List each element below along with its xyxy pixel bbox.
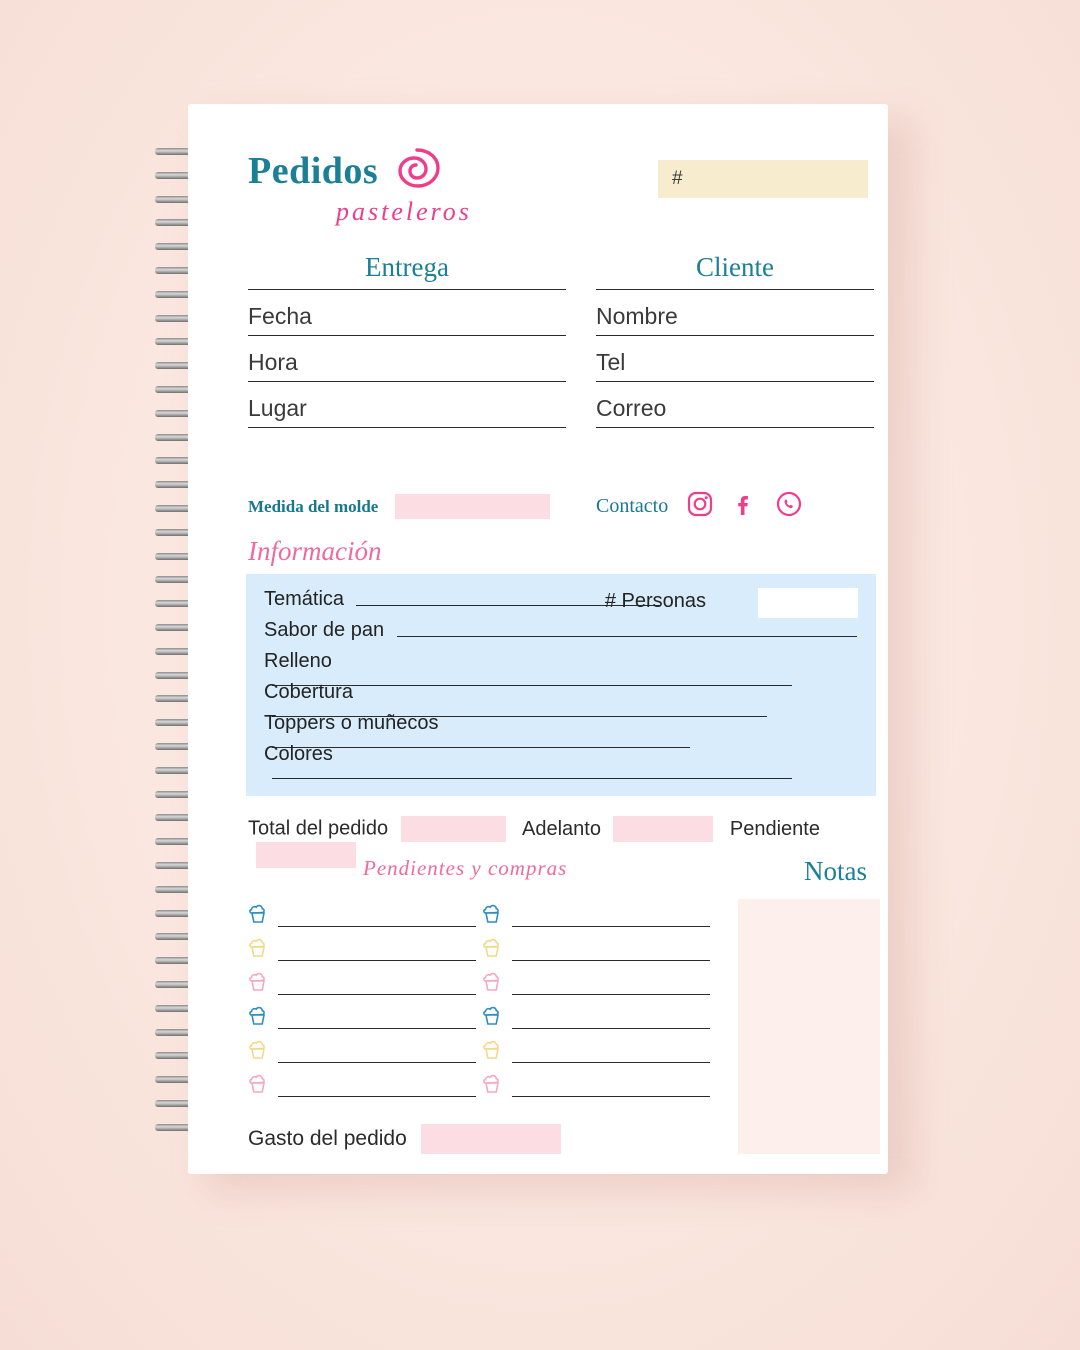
page-title: Pedidos [248,149,379,192]
cupcake-icon [246,970,270,999]
info-label-sabor: Sabor de pan [264,619,385,641]
pending-item-input[interactable] [512,926,710,927]
facebook-icon[interactable] [731,491,757,522]
pending-item-row[interactable] [480,967,710,1001]
pending-list-left [246,899,476,1103]
pending-item-row[interactable] [246,933,476,967]
info-row-tematica [264,588,858,619]
pending-item-input[interactable] [278,960,476,961]
pending-input[interactable] [256,842,356,868]
order-number-field[interactable] [658,160,868,198]
pending-item-row[interactable] [246,899,476,933]
advance-input[interactable] [613,816,713,842]
pending-item-row[interactable] [246,1035,476,1069]
pending-item-row[interactable] [246,1001,476,1035]
notes-title: Notas [804,856,867,886]
pending-item-row[interactable] [480,899,710,933]
total-label: Total del pedido [248,817,389,840]
mold-size-row [248,494,578,519]
contact-label: Contacto [596,495,669,517]
cupcake-icon [480,1072,504,1101]
field-nombre[interactable]: Nombre [596,290,874,336]
field-correo[interactable]: Correo [596,382,874,428]
field-hora[interactable]: Hora [248,336,566,382]
pending-item-input[interactable] [278,926,476,927]
pending-item-input[interactable] [278,994,476,995]
delivery-section [248,252,566,428]
totals-row [248,816,878,846]
info-label-toppers: Toppers o muñecos [264,712,439,734]
info-label-relleno: Relleno [264,650,332,672]
info-row-relleno [264,650,858,681]
cupcake-icon [480,1004,504,1033]
pending-item-input[interactable] [512,960,710,961]
notes-area[interactable] [738,899,880,1154]
mold-size-label: Medida del molde [248,496,379,516]
people-input[interactable] [758,588,858,618]
people-label: # Personas [604,590,706,612]
total-input[interactable] [401,816,506,842]
pending-item-row[interactable] [480,933,710,967]
pending-item-row[interactable] [480,1035,710,1069]
pending-item-input[interactable] [512,1096,710,1097]
pending-item-input[interactable] [278,1028,476,1029]
pending-item-row[interactable] [246,967,476,1001]
order-number-hash: # [672,168,683,189]
info-input-sabor[interactable] [397,636,857,637]
cupcake-icon [480,902,504,931]
pending-item-row[interactable] [246,1069,476,1103]
info-label-tematica: Temática [264,588,345,610]
pending-item-input[interactable] [512,994,710,995]
info-row-cobertura [264,681,858,712]
pending-label: Pendiente [729,817,820,840]
cupcake-icon [246,1072,270,1101]
field-fecha[interactable]: Fecha [248,290,566,336]
cupcake-icon [480,1038,504,1067]
expense-input[interactable] [421,1124,561,1154]
cupcake-icon [246,902,270,931]
pending-list-title: Pendientes y compras [363,856,568,880]
whatsapp-icon[interactable] [776,491,802,522]
swirl-icon [393,146,441,195]
information-box [246,574,876,796]
field-tel[interactable]: Tel [596,336,874,382]
mold-size-input[interactable] [395,494,550,519]
page-subtitle: pasteleros [336,197,472,226]
contact-row [596,491,876,522]
pending-item-row[interactable] [480,1069,710,1103]
instagram-icon[interactable] [687,491,713,522]
info-row-sabor [264,619,858,650]
info-label-colores: Colores [264,743,333,765]
info-row-toppers [264,712,858,743]
pending-list-right [480,899,710,1103]
info-input-colores[interactable] [272,778,792,779]
client-title: Cliente [596,252,874,290]
info-row-colores [264,743,858,774]
pending-item-input[interactable] [512,1028,710,1029]
cupcake-icon [246,936,270,965]
client-section [596,252,874,428]
cupcake-icon [480,936,504,965]
expense-row [248,1124,561,1154]
advance-label: Adelanto [522,817,601,840]
information-title: Información [248,536,382,566]
pending-item-input[interactable] [278,1096,476,1097]
pending-item-input[interactable] [512,1062,710,1063]
cupcake-icon [480,970,504,999]
expense-label: Gasto del pedido [248,1127,407,1150]
pending-item-input[interactable] [278,1062,476,1063]
field-lugar[interactable]: Lugar [248,382,566,428]
cupcake-icon [246,1004,270,1033]
cupcake-icon [246,1038,270,1067]
delivery-title: Entrega [248,252,566,290]
planner-page [188,104,888,1174]
info-label-cobertura: Cobertura [264,681,353,703]
pending-item-row[interactable] [480,1001,710,1035]
